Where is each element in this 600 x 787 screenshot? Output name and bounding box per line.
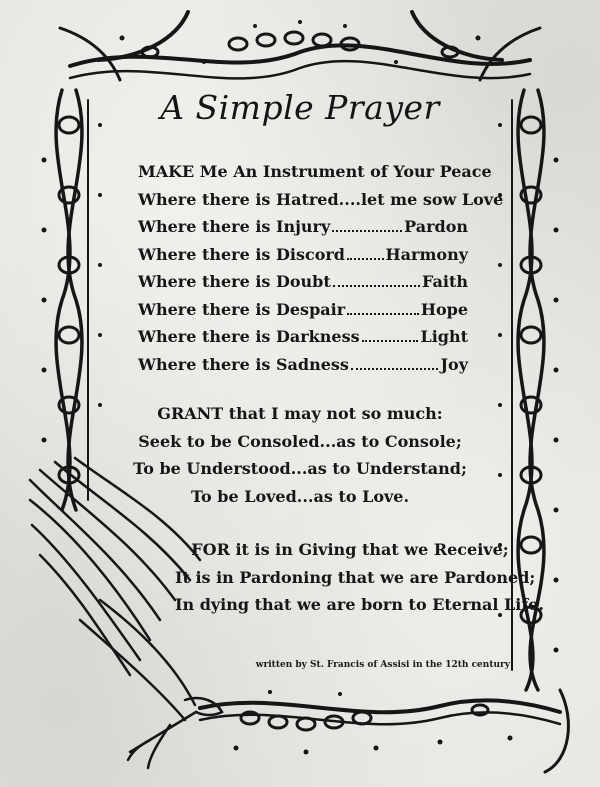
stanza-pair-line: [138, 213, 468, 241]
pair-right: Joy: [440, 354, 468, 374]
pair-right: Harmony: [385, 244, 468, 264]
stanza-pair-line: [138, 241, 468, 269]
pair-left: Where there is Despair: [138, 299, 346, 319]
stanza-line: MAKE Me An Instrument of Your Peace: [138, 162, 492, 181]
stanza-pair-line: [138, 351, 468, 379]
stanza-for-it-is: [175, 536, 544, 619]
stanza-pair-line: [138, 268, 468, 296]
stanza-make-me-instrument: [138, 158, 504, 378]
dot-leader: [351, 368, 439, 370]
stanza-line: Where there is Hatred....let me sow Love: [138, 189, 504, 209]
stanza-line: FOR it is in Giving that we Receive;: [191, 540, 509, 559]
pair-right: Faith: [422, 272, 468, 291]
page-title: A Simple Prayer: [160, 88, 440, 127]
pair-right: Pardon: [404, 217, 468, 236]
stanza-line: GRANT that I may not so much:: [157, 404, 443, 423]
pair-left: Where there is Injury: [138, 217, 331, 236]
stanza-pair-line: [138, 296, 468, 324]
pair-left: Where there is Doubt: [138, 272, 331, 291]
author-credit: written by St. Francis of Assisi in the 12th century: [255, 660, 510, 670]
dot-leader: [347, 258, 384, 260]
pair-left: Where there is Sadness: [138, 354, 349, 374]
pair-left: Where there is Discord: [138, 244, 345, 264]
stanza-pair-line: [138, 323, 468, 351]
dot-leader: [347, 313, 419, 315]
dot-leader: [362, 340, 419, 342]
stanza-line: To be Understood...as to Understand;: [133, 459, 467, 478]
pair-right: Light: [420, 327, 468, 346]
dot-leader: [332, 230, 402, 232]
stanza-line: Seek to be Consoled...as to Console;: [138, 431, 462, 451]
stanza-line: In dying that we are born to Eternal Life.: [175, 595, 544, 614]
pair-left: Where there is Darkness: [138, 327, 360, 346]
stanza-line: It is in Pardoning that we are Pardoned;: [175, 567, 536, 587]
stanza-grant: [100, 400, 500, 510]
dot-leader: [333, 285, 420, 287]
stanza-line: To be Loved...as to Love.: [190, 486, 410, 506]
pair-right: Hope: [420, 299, 468, 319]
